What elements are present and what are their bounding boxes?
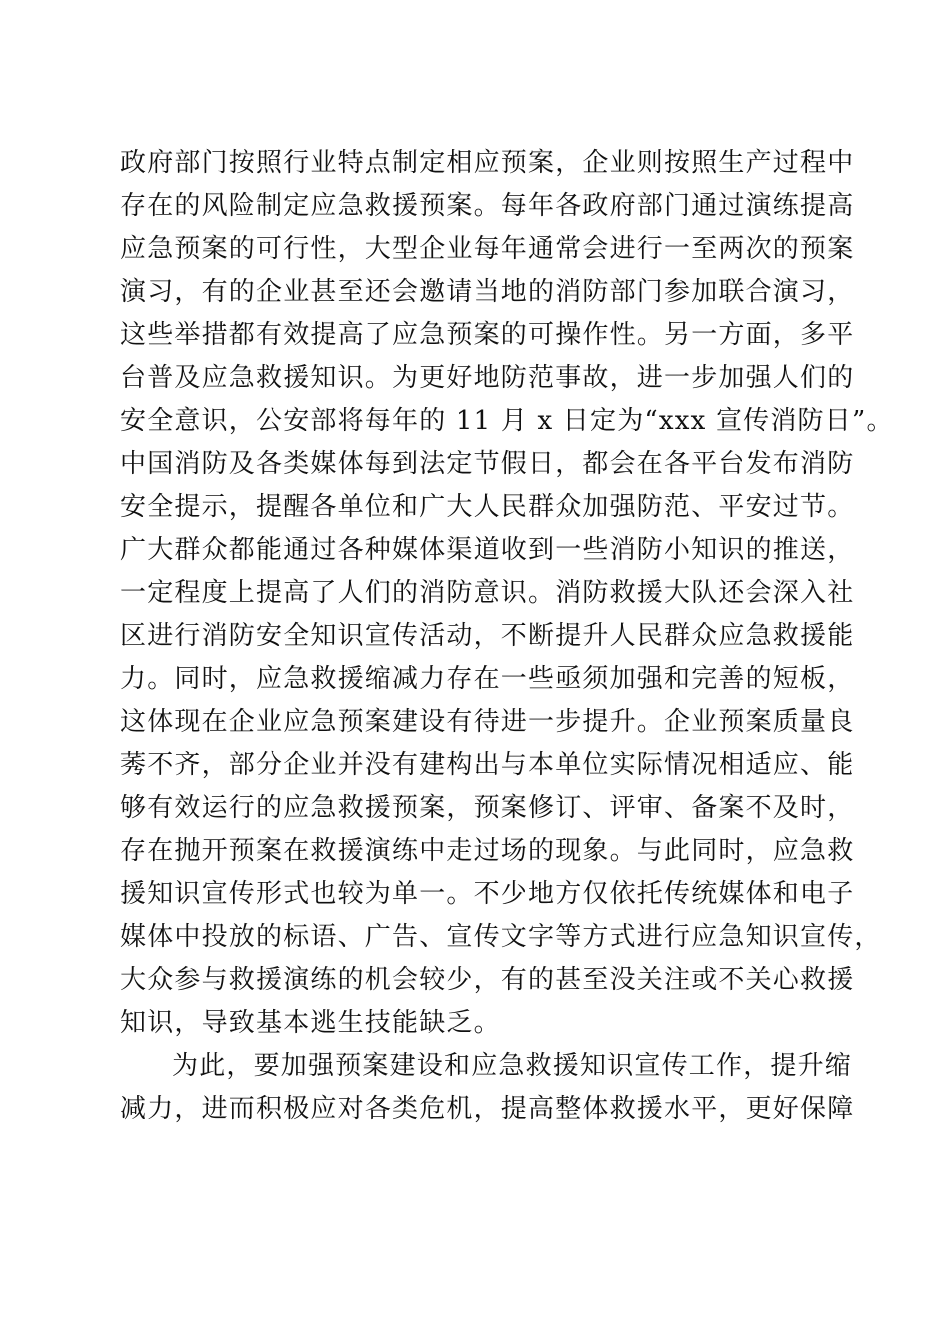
paragraph-line: 媒体中投放的标语、广告、宣传文字等方式进行应急知识宣传， xyxy=(120,922,882,952)
paragraph-line: 这体现在企业应急预案建设有待进一步提升。企业预案质量良 xyxy=(120,707,855,737)
paragraph-line: 援知识宣传形式也较为单一。不少地方仅依托传统媒体和电子 xyxy=(120,879,855,909)
document-body xyxy=(120,142,894,1131)
paragraph-line: 台普及应急救援知识。为更好地防范事故，进一步加强人们的 xyxy=(120,363,855,393)
paragraph-1 xyxy=(120,142,894,1045)
paragraph-line: 力。同时，应急救援缩减力存在一些亟须加强和完善的短板， xyxy=(120,664,855,694)
paragraph-line: 安全意识，公安部将每年的 11 月 x 日定为“xxx 宣传消防日”。 xyxy=(120,406,894,436)
paragraph-line: 中国消防及各类媒体每到法定节假日，都会在各平台发布消防 xyxy=(120,449,855,479)
paragraph-line: 大众参与救援演练的机会较少，有的甚至没关注或不关心救援 xyxy=(120,965,855,995)
paragraph-line: 够有效运行的应急救援预案，预案修订、评审、备案不及时， xyxy=(120,793,855,823)
paragraph-line: 这些举措都有效提高了应急预案的可操作性。另一方面，多平 xyxy=(120,320,855,350)
paragraph-line: 为此，要加强预案建设和应急救援知识宣传工作，提升缩 xyxy=(172,1051,853,1081)
paragraph-line: 知识，导致基本逃生技能缺乏。 xyxy=(120,1008,501,1038)
paragraph-line: 存在的风险制定应急救援预案。每年各政府部门通过演练提高 xyxy=(120,191,855,221)
paragraph-line: 莠不齐，部分企业并没有建构出与本单位实际情况相适应、能 xyxy=(120,750,855,780)
paragraph-line: 广大群众都能通过各种媒体渠道收到一些消防小知识的推送， xyxy=(120,535,855,565)
paragraph-line: 区进行消防安全知识宣传活动，不断提升人民群众应急救援能 xyxy=(120,621,855,651)
paragraph-2 xyxy=(120,1045,855,1131)
paragraph-line: 政府部门按照行业特点制定相应预案，企业则按照生产过程中 xyxy=(120,148,855,178)
paragraph-line: 演习，有的企业甚至还会邀请当地的消防部门参加联合演习， xyxy=(120,277,855,307)
paragraph-line: 安全提示，提醒各单位和广大人民群众加强防范、平安过节。 xyxy=(120,492,855,522)
paragraph-line: 应急预案的可行性，大型企业每年通常会进行一至两次的预案 xyxy=(120,234,855,264)
paragraph-line: 减力，进而积极应对各类危机，提高整体救援水平，更好保障 xyxy=(120,1094,855,1124)
paragraph-line: 存在抛开预案在救援演练中走过场的现象。与此同时，应急救 xyxy=(120,836,855,866)
paragraph-line: 一定程度上提高了人们的消防意识。消防救援大队还会深入社 xyxy=(120,578,855,608)
